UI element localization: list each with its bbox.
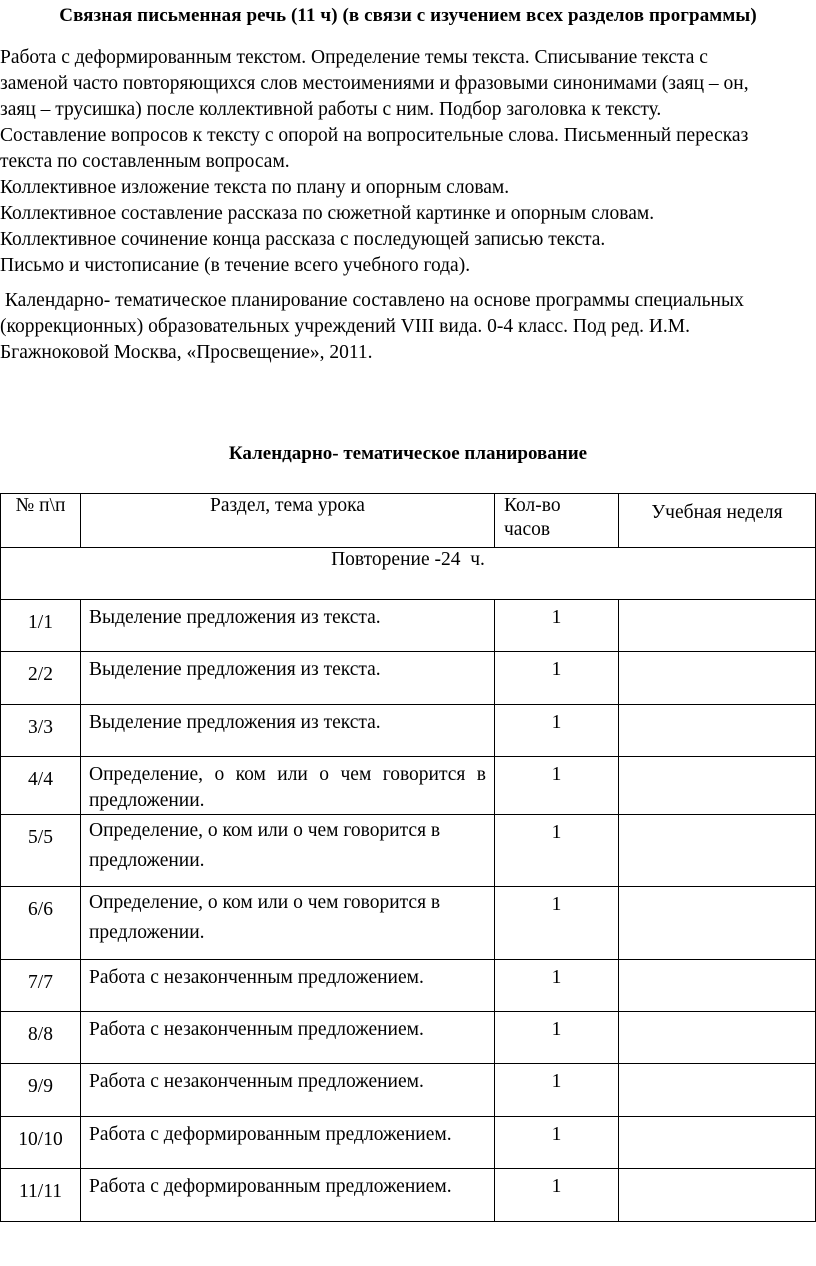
header-hours-line2: часов bbox=[504, 519, 551, 540]
lesson-hours: 1 bbox=[495, 1117, 619, 1169]
lesson-hours: 1 bbox=[495, 887, 619, 960]
lesson-topic: Работа с деформированным предложением. bbox=[81, 1169, 495, 1222]
lesson-number: 3/3 bbox=[1, 705, 81, 757]
text-line: текста по составленным вопросам. bbox=[0, 151, 290, 172]
lesson-week bbox=[619, 1064, 816, 1117]
lesson-number: 8/8 bbox=[1, 1012, 81, 1064]
text-line: заяц – трусишка) после коллективной работы с ним. Подбор заголовка к тексту. bbox=[0, 99, 662, 120]
text-line: Бгажноковой Москва, «Просвещение», 2011. bbox=[0, 342, 373, 363]
lesson-topic: Выделение предложения из текста. bbox=[81, 600, 495, 652]
lesson-week bbox=[619, 1117, 816, 1169]
table-row bbox=[1, 960, 816, 1012]
plan-table bbox=[0, 493, 816, 1222]
table-row bbox=[1, 887, 816, 960]
lesson-hours: 1 bbox=[495, 600, 619, 652]
lesson-topic: Работа с незаконченным предложением. bbox=[81, 1012, 495, 1064]
lesson-number: 5/5 bbox=[1, 815, 81, 887]
lesson-number: 6/6 bbox=[1, 887, 81, 960]
table-row bbox=[1, 1169, 816, 1222]
header-number: № п\п bbox=[1, 494, 81, 548]
table-row bbox=[1, 705, 816, 757]
table-header-row bbox=[1, 494, 816, 548]
lesson-number: 11/11 bbox=[1, 1169, 81, 1222]
lesson-hours: 1 bbox=[495, 1012, 619, 1064]
text-line: Коллективное составление рассказа по сюжетной картинке и опорным словам. bbox=[0, 203, 655, 224]
table-row bbox=[1, 1064, 816, 1117]
lesson-week bbox=[619, 705, 816, 757]
lesson-topic: Работа с незаконченным предложением. bbox=[81, 1064, 495, 1117]
text-line: заменой часто повторяющихся слов местоимениями и фразовыми синонимами (заяц – он, bbox=[0, 73, 749, 94]
text-line: (коррекционных) образовательных учреждений VIII вида. 0-4 класс. Под ред. И.М. bbox=[0, 316, 690, 337]
lesson-hours: 1 bbox=[495, 960, 619, 1012]
lesson-week bbox=[619, 815, 816, 887]
lesson-topic: Определение, о ком или о чем говорится в предложении. bbox=[81, 887, 495, 960]
lesson-hours: 1 bbox=[495, 1169, 619, 1222]
section-row bbox=[1, 548, 816, 600]
table-row bbox=[1, 1117, 816, 1169]
header-topic: Раздел, тема урока bbox=[81, 494, 495, 548]
table-row bbox=[1, 652, 816, 705]
table-row bbox=[1, 600, 816, 652]
header-week: Учебная неделя bbox=[619, 494, 816, 548]
lesson-topic: Определение, о ком или о чем говорится в предложении. bbox=[81, 757, 495, 815]
lesson-number: 10/10 bbox=[1, 1117, 81, 1169]
lesson-number: 9/9 bbox=[1, 1064, 81, 1117]
lesson-hours: 1 bbox=[495, 652, 619, 705]
text-line: Коллективное сочинение конца рассказа с последующей записью текста. bbox=[0, 229, 606, 250]
header-hours bbox=[495, 494, 619, 548]
lesson-topic: Определение, о ком или о чем говорится в предложении. bbox=[81, 815, 495, 887]
header-hours-line1: Кол-во bbox=[504, 495, 561, 516]
lesson-week bbox=[619, 1169, 816, 1222]
text-line: Календарно- тематическое планирование составлено на основе программы специальных bbox=[0, 290, 744, 311]
lesson-number: 4/4 bbox=[1, 757, 81, 815]
lesson-week bbox=[619, 652, 816, 705]
lesson-hours: 1 bbox=[495, 757, 619, 815]
text-line: Коллективное изложение текста по плану и опорным словам. bbox=[0, 177, 510, 198]
table-row bbox=[1, 757, 816, 815]
lesson-week bbox=[619, 887, 816, 960]
lesson-topic: Работа с деформированным предложением. bbox=[81, 1117, 495, 1169]
lesson-number: 1/1 bbox=[1, 600, 81, 652]
table-row bbox=[1, 1012, 816, 1064]
text-line: Работа с деформированным текстом. Определение темы текста. Списывание текста с bbox=[0, 47, 708, 68]
lesson-week bbox=[619, 757, 816, 815]
section-title: Повторение -24 ч. bbox=[1, 548, 816, 600]
lesson-topic: Выделение предложения из текста. bbox=[81, 705, 495, 757]
program-description bbox=[0, 45, 816, 279]
text-line: Письмо и чистописание (в течение всего учебного года). bbox=[0, 255, 471, 276]
table-row bbox=[1, 815, 816, 887]
program-source-note bbox=[0, 288, 816, 366]
lesson-week bbox=[619, 960, 816, 1012]
text-line: Составление вопросов к тексту с опорой на вопросительные слова. Письменный пересказ bbox=[0, 125, 749, 146]
lesson-topic: Работа с незаконченным предложением. bbox=[81, 960, 495, 1012]
lesson-hours: 1 bbox=[495, 815, 619, 887]
lesson-number: 2/2 bbox=[1, 652, 81, 705]
lesson-week bbox=[619, 1012, 816, 1064]
lesson-hours: 1 bbox=[495, 1064, 619, 1117]
lesson-number: 7/7 bbox=[1, 960, 81, 1012]
lesson-hours: 1 bbox=[495, 705, 619, 757]
lesson-week bbox=[619, 600, 816, 652]
plan-title: Календарно- тематическое планирование bbox=[228, 443, 588, 464]
lesson-topic: Выделение предложения из текста. bbox=[81, 652, 495, 705]
section-heading: Связная письменная речь (11 ч) (в связи с изучением всех разделов программы) bbox=[59, 5, 757, 26]
